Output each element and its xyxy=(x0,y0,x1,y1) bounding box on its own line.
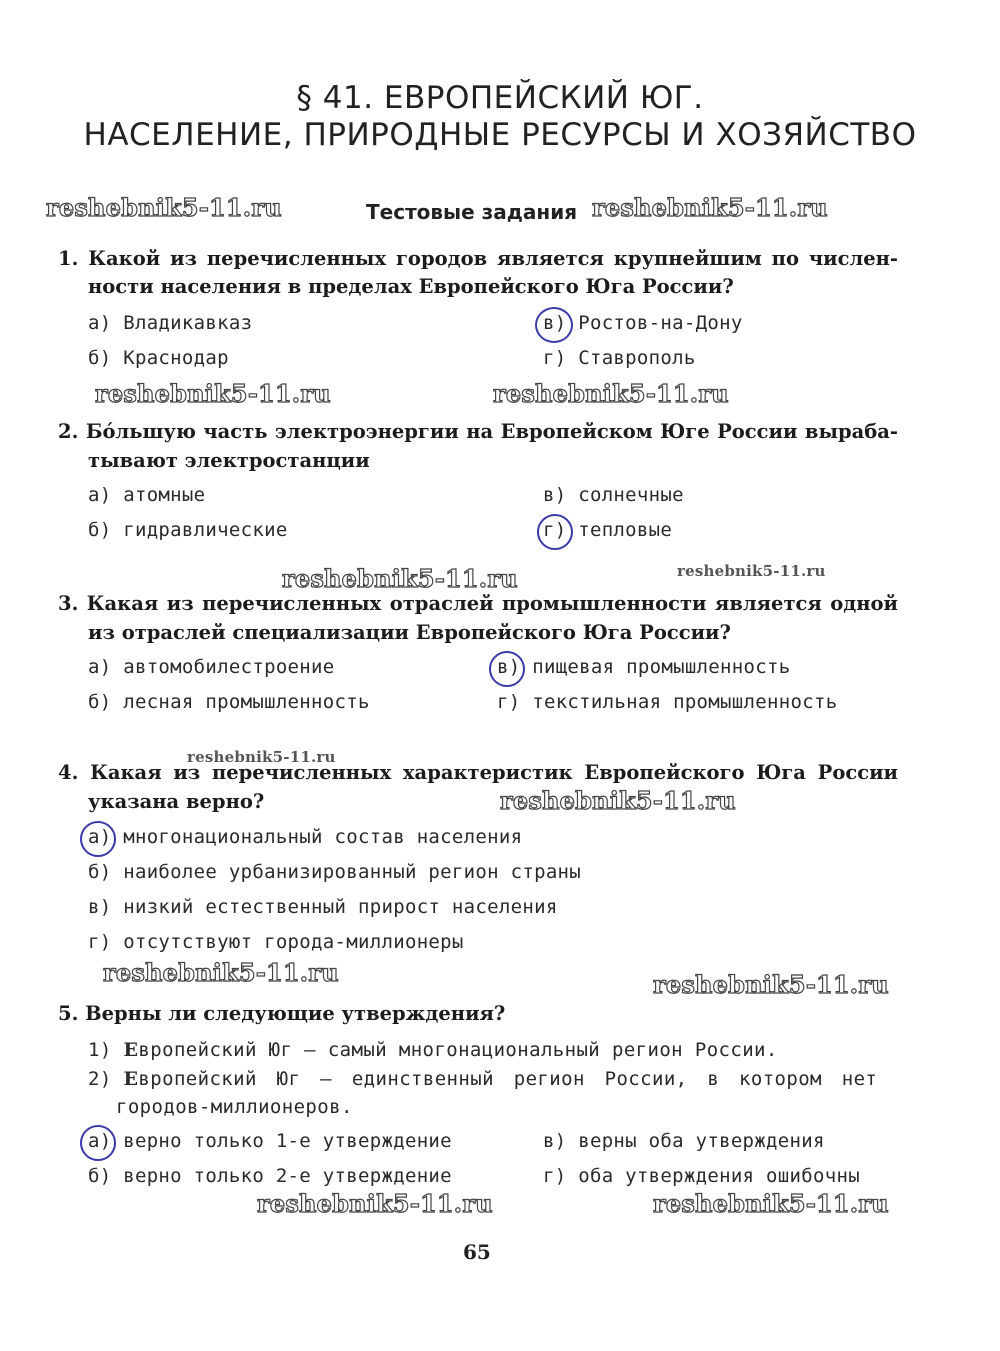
q3-option-a[interactable]: а) автомобилестроение xyxy=(88,656,335,678)
watermark: reshebnik5-11.ru xyxy=(592,193,828,222)
question-1-text-cont: ности населения в пределах Европейского Юга России? xyxy=(88,275,734,298)
watermark: reshebnik5-11.ru xyxy=(500,786,736,815)
q2-option-v[interactable]: в) солнечные xyxy=(543,484,684,506)
statement-1 xyxy=(88,1039,778,1061)
selected-answer-circle xyxy=(537,514,573,550)
page-title-line2: НАСЕЛЕНИЕ, ПРИРОДНЫЕ РЕСУРСЫ И ХОЗЯЙСТВО xyxy=(83,117,917,153)
page-title-line1: § 41. ЕВРОПЕЙСКИЙ ЮГ. xyxy=(296,80,704,116)
q1-option-g[interactable]: г) Ставрополь xyxy=(543,347,696,369)
q5-option-v[interactable]: в) верны оба утверждения xyxy=(543,1130,825,1152)
question-1-text: 1. Какой из перечисленных городов является крупнейшим по числен- xyxy=(58,247,898,270)
watermark-small: reshebnik5-11.ru xyxy=(677,562,826,580)
watermark: reshebnik5-11.ru xyxy=(46,193,282,222)
q4-option-a[interactable]: а) многонациональный состав населения xyxy=(88,826,523,848)
statement-1-number: 1) xyxy=(88,1039,112,1061)
watermark: reshebnik5-11.ru xyxy=(653,1189,889,1218)
statement-2 xyxy=(88,1068,900,1090)
statement-2-cont: городов-миллионеров. xyxy=(116,1096,353,1118)
statement-1-text: вропейский Юг — самый многонациональный регион России. xyxy=(138,1039,778,1061)
statement-2-text: вропейский Юг — единственный регион России, в котором нет xyxy=(138,1068,878,1090)
question-3-text-cont: из отраслей специализации Европейского Юга России? xyxy=(88,621,731,644)
statement-1-initial: Е xyxy=(123,1039,139,1061)
statement-2-number: 2) xyxy=(88,1068,112,1090)
q5-option-a[interactable]: а) верно только 1-е утверждение xyxy=(88,1130,452,1152)
page-number: 65 xyxy=(463,1240,491,1264)
q3-option-v[interactable]: в) пищевая промышленность xyxy=(497,656,791,678)
question-2-text-cont: тывают электростанции xyxy=(88,449,370,472)
q4-option-b[interactable]: б) наиболее урбанизированный регион страны xyxy=(88,861,582,883)
watermark: reshebnik5-11.ru xyxy=(493,379,729,408)
question-4-text: 4. Какая из перечисленных характеристик Европейского Юга России xyxy=(58,761,898,784)
q1-option-b[interactable]: б) Краснодар xyxy=(88,347,229,369)
q5-option-g[interactable]: г) оба утверждения ошибочны xyxy=(543,1165,860,1187)
section-label: Тестовые задания xyxy=(366,200,578,224)
question-3-text: 3. Какая из перечисленных отраслей промышленности является одной xyxy=(58,592,898,615)
q1-option-v[interactable]: в) Ростов-на-Дону xyxy=(543,312,743,334)
watermark: reshebnik5-11.ru xyxy=(257,1189,493,1218)
watermark: reshebnik5-11.ru xyxy=(103,958,339,987)
q4-option-v[interactable]: в) низкий естественный прирост населения xyxy=(88,896,558,918)
q1-option-a[interactable]: а) Владикавказ xyxy=(88,312,253,334)
q4-option-g[interactable]: г) отсутствуют города-миллионеры xyxy=(88,931,464,953)
selected-answer-circle xyxy=(80,1125,116,1161)
watermark: reshebnik5-11.ru xyxy=(95,379,331,408)
q5-option-b[interactable]: б) верно только 2-е утверждение xyxy=(88,1165,452,1187)
statement-2-initial: Е xyxy=(123,1068,139,1090)
q2-option-a[interactable]: а) атомные xyxy=(88,484,206,506)
question-4-text-cont: указана верно? xyxy=(88,790,265,813)
q2-option-g[interactable]: г) тепловые xyxy=(543,519,673,541)
watermark-small: reshebnik5-11.ru xyxy=(187,748,336,766)
selected-answer-circle xyxy=(535,307,573,343)
watermark: reshebnik5-11.ru xyxy=(282,564,518,593)
q2-option-b[interactable]: б) гидравлические xyxy=(88,519,288,541)
q3-option-g[interactable]: г) текстильная промышленность xyxy=(497,691,838,713)
watermark: reshebnik5-11.ru xyxy=(653,970,889,999)
selected-answer-circle xyxy=(80,821,116,857)
question-5-text: 5. Верны ли следующие утверждения? xyxy=(58,1002,506,1025)
q3-option-b[interactable]: б) лесная промышленность xyxy=(88,691,370,713)
question-2-text: 2. Бóльшую часть электроэнергии на Европейском Юге России выраба- xyxy=(58,420,898,443)
selected-answer-circle xyxy=(489,651,525,687)
